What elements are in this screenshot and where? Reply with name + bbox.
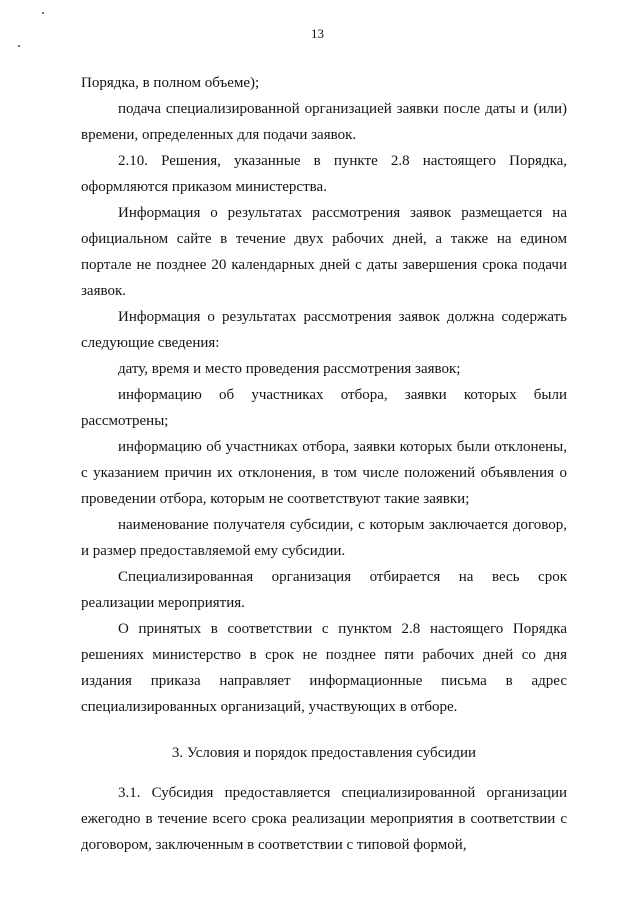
scan-speck xyxy=(42,12,44,14)
scan-speck xyxy=(18,45,20,47)
section-heading: 3. Условия и порядок предоставления субсидии xyxy=(171,745,477,761)
document-body xyxy=(81,70,567,858)
paragraph: О принятых в соответствии с пунктом 2.8 настоящего Порядка решениях министерство в срок не позднее пяти рабочих дней со дня издания приказа направляет информационные письма в адрес специализированных организаций, участвующих в отборе. xyxy=(81,621,567,715)
page-number: 13 xyxy=(311,26,324,41)
paragraph: 2.10. Решения, указанные в пункте 2.8 настоящего Порядка, оформляются приказом министерства. xyxy=(81,153,567,195)
paragraph: дату, время и место проведения рассмотрения заявок; xyxy=(118,361,461,377)
paragraph: Информация о результатах рассмотрения заявок размещается на официальном сайте в течение двух рабочих дней, а также на едином портале не позднее 20 календарных дней с даты завершения срока подачи заявок. xyxy=(81,205,567,299)
paragraph: Специализированная организация отбирается на весь срок реализации мероприятия. xyxy=(81,569,567,611)
paragraph: наименование получателя субсидии, с которым заключается договор, и размер предоставляемой ему субсидии. xyxy=(81,517,567,559)
paragraph: 3.1. Субсидия предоставляется специализированной организации ежегодно в течение всего срока реализации мероприятия в соответствии с договором, заключенным в соответствии с типовой формой, xyxy=(81,785,567,853)
paragraph: информацию об участниках отбора, заявки которых были отклонены, с указанием причин их отклонения, в том числе положений объявления о проведении отбора, которым не соответствуют такие заявки; xyxy=(81,439,567,507)
paragraph: информацию об участниках отбора, заявки которых были рассмотрены; xyxy=(81,387,567,429)
paragraph: Информация о результатах рассмотрения заявок должна содержать следующие сведения: xyxy=(81,309,567,351)
paragraph: подача специализированной организацией заявки после даты и (или) времени, определенных для подачи заявок. xyxy=(81,101,567,143)
paragraph: Порядка, в полном объеме); xyxy=(81,75,260,91)
